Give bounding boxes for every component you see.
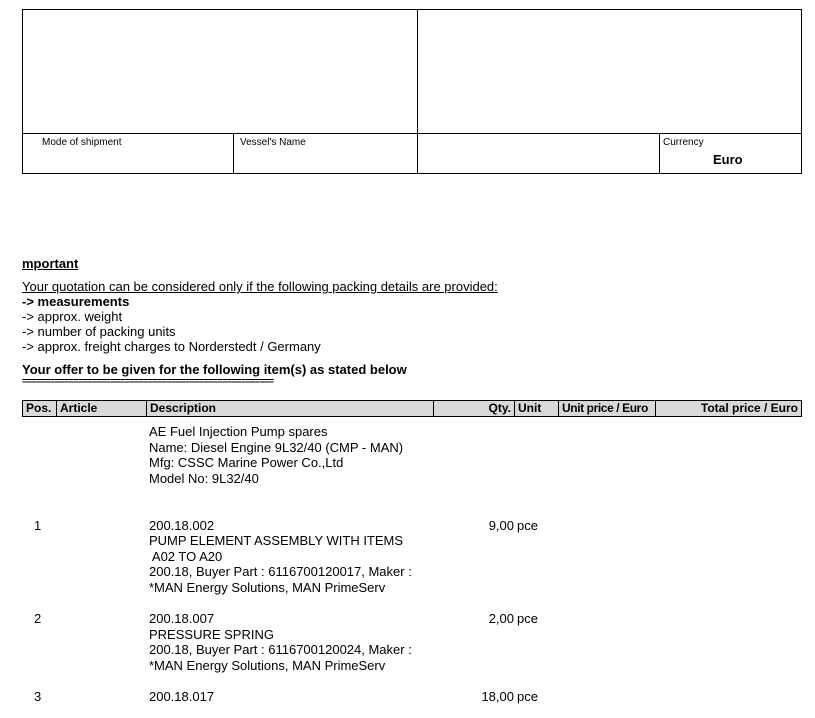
col-header-total-price: Total price / Euro [655,400,802,417]
col-header-unit-price: Unit price / Euro [558,400,656,417]
packing-item-weight: -> approx. weight [22,309,123,324]
preface-line: Name: Diesel Engine 9L32/40 (CMP - MAN) [149,440,404,455]
row-qty: 9,00 [488,518,514,533]
currency-box [659,133,802,174]
mode-of-shipment-box [22,133,234,174]
important-title: mportant [22,256,79,271]
row-line: A02 TO A20 [149,549,223,564]
packing-item-freight: -> approx. freight charges to Norderstedt / Germany [22,339,321,354]
row-line: *MAN Energy Solutions, MAN PrimeServ [149,580,386,595]
row-line: 200.18, Buyer Part : 6116700120017, Maker : [149,564,412,579]
currency-label: Currency [663,137,704,148]
row-pos: 1 [34,518,42,533]
packing-intro: Your quotation can be considered only if the following packing details are provided: [22,279,498,294]
row-unit: pce [517,611,538,626]
row-unit: pce [517,518,538,533]
vessels-name-label: Vessel's Name [240,137,306,148]
col-header-unit: Unit [514,400,559,417]
empty-mid-box [417,133,660,174]
top-right-box [417,9,802,134]
preface-line: AE Fuel Injection Pump spares [149,424,328,439]
preface-line: Mfg: CSSC Marine Power Co.,Ltd [149,455,344,470]
row-line: PRESSURE SPRING [149,627,274,642]
row-unit: pce [517,689,538,704]
row-pos: 3 [34,689,42,704]
row-line: *MAN Energy Solutions, MAN PrimeServ [149,658,386,673]
row-qty: 2,00 [488,611,514,626]
row-line: PUMP ELEMENT ASSEMBLY WITH ITEMS [149,533,404,548]
row-line: 200.18.002 [149,518,215,533]
col-header-qty: Qty. [433,400,515,417]
col-header-article: Article [56,400,147,417]
mode-of-shipment-label: Mode of shipment [42,137,122,148]
row-line: 200.18.007 [149,611,215,626]
vessels-name-box [233,133,418,174]
row-qty: 18,00 [481,689,514,704]
packing-item-measurements: -> measurements [22,294,130,309]
row-line: 200.18.017 [149,689,215,704]
top-left-box [22,9,418,134]
col-header-description: Description [146,400,434,417]
packing-item-units: -> number of packing units [22,324,176,339]
offer-line: Your offer to be given for the following item(s) as stated below [22,362,407,377]
separator-line: ====================================================== [22,376,274,386]
row-pos: 2 [34,611,42,626]
row-line: 200.18, Buyer Part : 6116700120024, Maker : [149,642,412,657]
currency-value: Euro [713,152,743,167]
col-header-pos: Pos. [22,400,57,417]
preface-line: Model No: 9L32/40 [149,471,259,486]
